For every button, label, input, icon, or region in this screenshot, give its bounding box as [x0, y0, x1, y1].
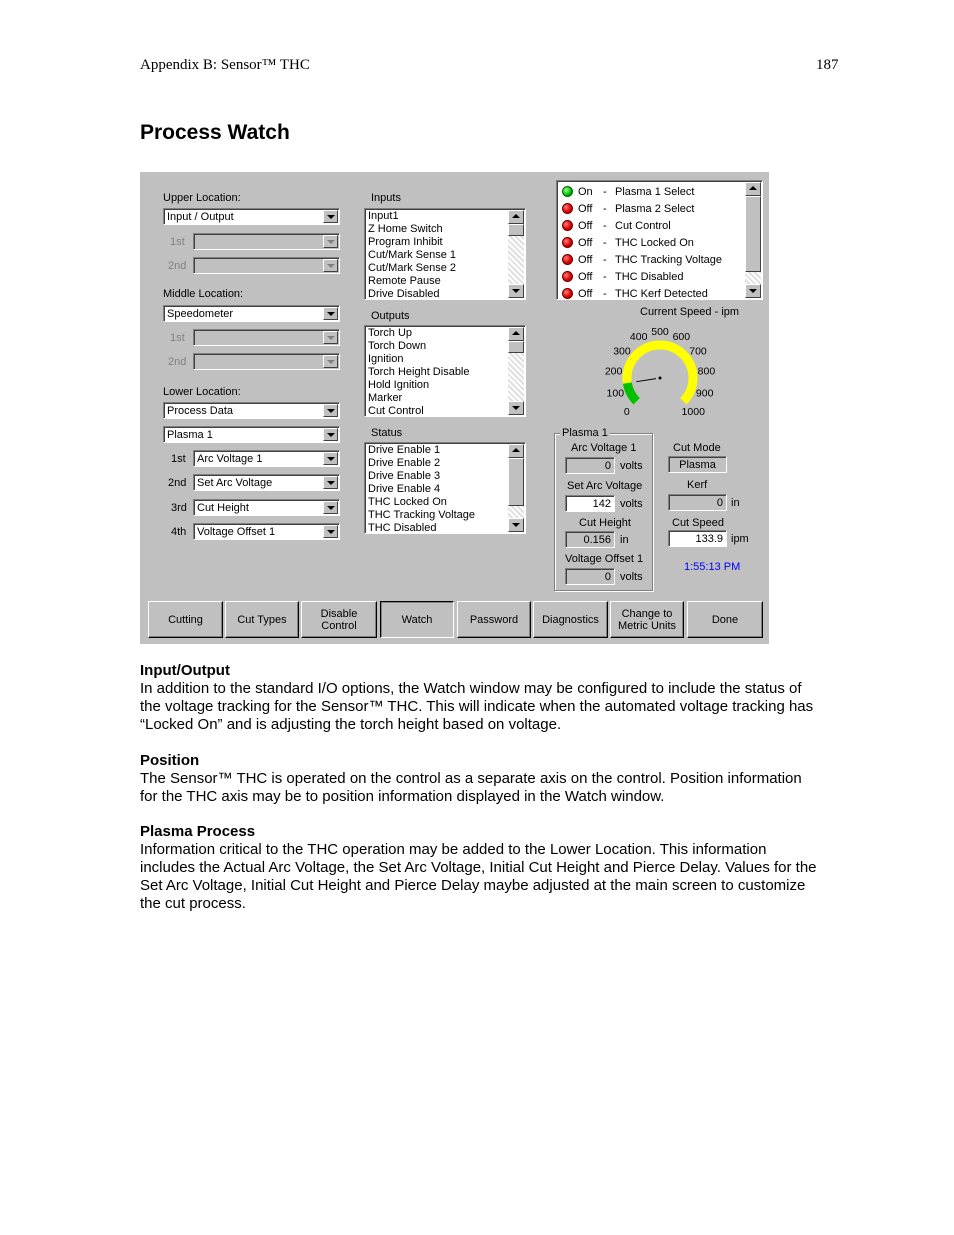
voltage-offset-unit: volts	[620, 571, 643, 583]
gauge-tick-label: 700	[689, 345, 707, 358]
cutting-button[interactable]: Cutting	[148, 601, 223, 638]
section-position	[140, 752, 820, 806]
list-item[interactable]: THC Locked On	[368, 496, 447, 508]
set-arc-voltage-label: Set Arc Voltage	[567, 480, 643, 492]
chevron-down-icon[interactable]	[323, 501, 338, 514]
gauge-needle	[636, 379, 656, 382]
section-heading: Plasma Process	[140, 823, 256, 840]
gauge-tick-label: 1000	[681, 406, 705, 419]
chevron-down-icon[interactable]	[323, 307, 338, 320]
inputs-scrollbar[interactable]	[508, 210, 524, 298]
list-item[interactable]: THC Tracking Voltage	[368, 509, 475, 521]
led-green-icon	[562, 186, 573, 197]
watch-dialog	[140, 172, 769, 644]
io-name: THC Locked On	[615, 237, 694, 249]
list-item[interactable]: Ignition	[368, 353, 404, 365]
io-separator: -	[603, 254, 607, 266]
list-item[interactable]: Drive Enable 4	[368, 483, 441, 495]
upper-1st-select	[193, 233, 340, 250]
lower-2nd-select[interactable]: Set Arc Voltage	[193, 474, 340, 491]
voltage-offset-label: Voltage Offset 1	[565, 553, 644, 565]
led-red-icon	[562, 220, 573, 231]
speedometer-gauge	[580, 316, 740, 428]
status-label: Status	[371, 427, 403, 439]
lower-location-label: Lower Location:	[163, 386, 241, 398]
chevron-down-icon[interactable]	[323, 525, 338, 538]
led-red-icon	[562, 271, 573, 282]
scroll-thumb[interactable]	[508, 458, 524, 506]
list-item[interactable]: Drive Disabled	[368, 288, 440, 300]
kerf-field: 0	[668, 494, 727, 511]
scroll-up-icon[interactable]	[508, 210, 524, 224]
lower-location-select[interactable]: Process Data	[163, 402, 340, 419]
list-item[interactable]: THC Disabled	[368, 522, 437, 534]
cut-height-unit: in	[620, 534, 629, 546]
lower-1st-label: 1st	[171, 453, 186, 465]
io-status-row	[557, 270, 742, 284]
lower-3rd-select[interactable]: Cut Height	[193, 499, 340, 516]
scroll-up-icon[interactable]	[508, 327, 524, 341]
scroll-thumb[interactable]	[508, 341, 524, 353]
io-status-row	[557, 236, 742, 250]
kerf-label: Kerf	[687, 479, 708, 491]
io-status-row	[557, 185, 742, 199]
arc-voltage-label: Arc Voltage 1	[571, 442, 637, 454]
list-item[interactable]: Input1	[368, 210, 399, 222]
gauge-tick-label: 200	[604, 365, 623, 378]
section-heading: Input/Output	[140, 662, 230, 679]
io-separator: -	[603, 288, 607, 300]
list-item[interactable]: Torch Height Disable	[368, 366, 470, 378]
speedometer-label: Current Speed - ipm	[640, 306, 740, 318]
chevron-down-icon	[323, 355, 338, 368]
gauge-arc	[627, 345, 693, 401]
disable-control-button[interactable]: Disable Control	[301, 601, 377, 638]
list-item[interactable]: Cut Control	[368, 405, 424, 417]
cut-mode-field: Plasma	[668, 456, 727, 473]
io-status-row	[557, 202, 742, 216]
upper-2nd-label: 2nd	[168, 260, 187, 272]
led-red-icon	[562, 203, 573, 214]
scroll-thumb[interactable]	[745, 196, 761, 272]
io-name: THC Tracking Voltage	[615, 254, 722, 266]
section-text: In addition to the standard I/O options, the Watch window may be configured to include the status of the voltage tracking for the Sensor™ THC. This will indicate when the automated voltage tracking has “Locked On” and is adjusting the torch height based on voltage.	[140, 680, 814, 733]
gauge-tick-label: 800	[697, 365, 716, 378]
io-name: THC Disabled	[615, 271, 684, 283]
inputs-list[interactable]	[364, 208, 526, 300]
gauge-tick-label: 500	[651, 326, 669, 338]
io-name: Plasma 1 Select	[615, 186, 695, 198]
scroll-down-icon[interactable]	[508, 518, 524, 532]
cut-height-label: Cut Height	[579, 517, 631, 529]
outputs-list[interactable]	[364, 325, 526, 417]
io-state: Off	[578, 220, 593, 232]
led-red-icon	[562, 237, 573, 248]
chevron-down-icon[interactable]	[323, 476, 338, 489]
io-separator: -	[603, 271, 607, 283]
io-state: On	[578, 186, 593, 198]
lower-3rd-label: 3rd	[171, 502, 187, 514]
io-separator: -	[603, 203, 607, 215]
io-separator: -	[603, 237, 607, 249]
gauge-tick-label: 900	[695, 387, 714, 400]
chevron-down-icon	[323, 259, 338, 272]
inputs-label: Inputs	[371, 192, 401, 204]
page-title: Process Watch	[140, 121, 290, 144]
chevron-down-icon[interactable]	[323, 428, 338, 441]
outputs-scrollbar[interactable]	[508, 327, 524, 415]
set-arc-voltage-unit: volts	[620, 498, 643, 510]
gauge-progress-arc	[627, 383, 636, 401]
list-item[interactable]: Marker	[368, 392, 403, 404]
upper-2nd-select	[193, 257, 340, 274]
done-button[interactable]: Done	[687, 601, 763, 638]
chevron-down-icon[interactable]	[323, 452, 338, 465]
watch-button[interactable]: Watch	[380, 601, 454, 638]
upper-1st-label: 1st	[170, 236, 185, 248]
middle-2nd-select	[193, 353, 340, 370]
list-item[interactable]: Hold Ignition	[368, 379, 430, 391]
cut-speed-label: Cut Speed	[672, 517, 724, 529]
list-item[interactable]: Program Inhibit	[368, 236, 443, 248]
io-status-row	[557, 219, 742, 233]
scroll-down-icon[interactable]	[508, 284, 524, 298]
list-item[interactable]: Remote Pause	[368, 275, 441, 287]
gauge-tick-label: 300	[613, 345, 631, 358]
kerf-unit: in	[731, 497, 740, 509]
list-item[interactable]: Drive Enable 2	[368, 457, 441, 469]
voltage-offset-field: 0	[565, 568, 615, 585]
list-item[interactable]: Torch Up	[368, 327, 413, 339]
io-state: Off	[578, 203, 593, 215]
cut-speed-unit: ipm	[731, 533, 749, 545]
status-scrollbar[interactable]	[508, 444, 524, 532]
io-state: Off	[578, 271, 593, 283]
section-input-output	[140, 662, 820, 734]
section-heading: Position	[140, 752, 200, 769]
list-item[interactable]: Drive Enable 1	[368, 444, 441, 456]
gauge-hub	[659, 377, 662, 380]
scroll-thumb[interactable]	[508, 224, 524, 236]
list-item[interactable]: Drive Enable 3	[368, 470, 441, 482]
cut-speed-field: 133.9	[668, 530, 727, 547]
scroll-down-icon[interactable]	[508, 401, 524, 415]
plasma-select[interactable]: Plasma 1	[163, 426, 340, 443]
cut-height-field: 0.156	[565, 531, 615, 548]
lower-4th-select[interactable]: Voltage Offset 1	[193, 523, 340, 540]
chevron-down-icon[interactable]	[323, 210, 338, 223]
status-list[interactable]	[364, 442, 526, 534]
io-state: Off	[578, 254, 593, 266]
io-separator: -	[603, 220, 607, 232]
arc-voltage-unit: volts	[620, 460, 643, 472]
middle-location-select[interactable]: Speedometer	[163, 305, 340, 322]
lower-1st-select[interactable]: Arc Voltage 1	[193, 450, 340, 467]
gauge-tick-label: 100	[606, 387, 625, 400]
section-text: The Sensor™ THC is operated on the control as a separate axis on the control. Position information for the THC axis may be to position information displayed in the Watch window.	[140, 770, 802, 805]
diagnostics-button[interactable]: Diagnostics	[533, 601, 608, 638]
arc-voltage-field: 0	[565, 457, 615, 474]
middle-1st-label: 1st	[170, 332, 185, 344]
gauge-tick-label: 0	[623, 406, 630, 419]
io-name: Cut Control	[615, 220, 671, 232]
io-name: THC Kerf Detected	[615, 288, 708, 300]
upper-location-label: Upper Location:	[163, 192, 241, 204]
upper-location-select[interactable]: Input / Output	[163, 208, 340, 225]
password-button[interactable]: Password	[457, 601, 531, 638]
io-state: Off	[578, 237, 593, 249]
io-status-panel[interactable]	[556, 180, 763, 300]
running-header: Appendix B: Sensor™ THC	[140, 57, 310, 73]
list-item[interactable]: Torch Down	[368, 340, 427, 352]
lower-4th-label: 4th	[171, 526, 187, 538]
page-number: 187	[816, 57, 839, 73]
section-plasma-process	[140, 823, 820, 913]
io-status-row	[557, 253, 742, 267]
middle-1st-select	[193, 329, 340, 346]
io-name: Plasma 2 Select	[615, 203, 695, 215]
cut-mode-label: Cut Mode	[673, 442, 721, 454]
chevron-down-icon	[323, 331, 338, 344]
middle-2nd-label: 2nd	[168, 356, 187, 368]
plasma-group-label: Plasma 1	[562, 427, 608, 439]
middle-location-label: Middle Location:	[163, 288, 244, 300]
chevron-down-icon[interactable]	[323, 404, 338, 417]
chevron-down-icon	[323, 235, 338, 248]
metric-units-button[interactable]: Change to Metric Units	[610, 601, 684, 638]
section-text: Information critical to the THC operation may be added to the Lower Location. This information includes the Actual Arc Voltage, the Set Arc Voltage, Initial Cut Height and Pierce Delay. Values for the Set Arc Voltage, Initial Cut Height and Pierce Delay maybe adjusted at the main screen to customize the cut process.	[140, 841, 817, 912]
io-status-scrollbar[interactable]	[745, 182, 761, 298]
io-state: Off	[578, 288, 593, 300]
io-status-row	[557, 287, 742, 300]
scroll-up-icon[interactable]	[508, 444, 524, 458]
led-red-icon	[562, 254, 573, 265]
list-item[interactable]: Z Home Switch	[368, 223, 443, 235]
scroll-up-icon[interactable]	[745, 182, 761, 196]
outputs-label: Outputs	[371, 310, 410, 322]
lower-2nd-label: 2nd	[168, 477, 187, 489]
list-item[interactable]: Cut/Mark Sense 1	[368, 249, 457, 261]
clock-time: 1:55:13 PM	[684, 561, 741, 573]
led-red-icon	[562, 288, 573, 299]
io-separator: -	[603, 186, 607, 198]
scroll-down-icon[interactable]	[745, 284, 761, 298]
cut-types-button[interactable]: Cut Types	[225, 601, 299, 638]
list-item[interactable]: Cut/Mark Sense 2	[368, 262, 457, 274]
set-arc-voltage-field[interactable]: 142	[565, 495, 615, 512]
gauge-tick-label: 600	[672, 331, 691, 344]
gauge-tick-label: 400	[629, 331, 648, 344]
